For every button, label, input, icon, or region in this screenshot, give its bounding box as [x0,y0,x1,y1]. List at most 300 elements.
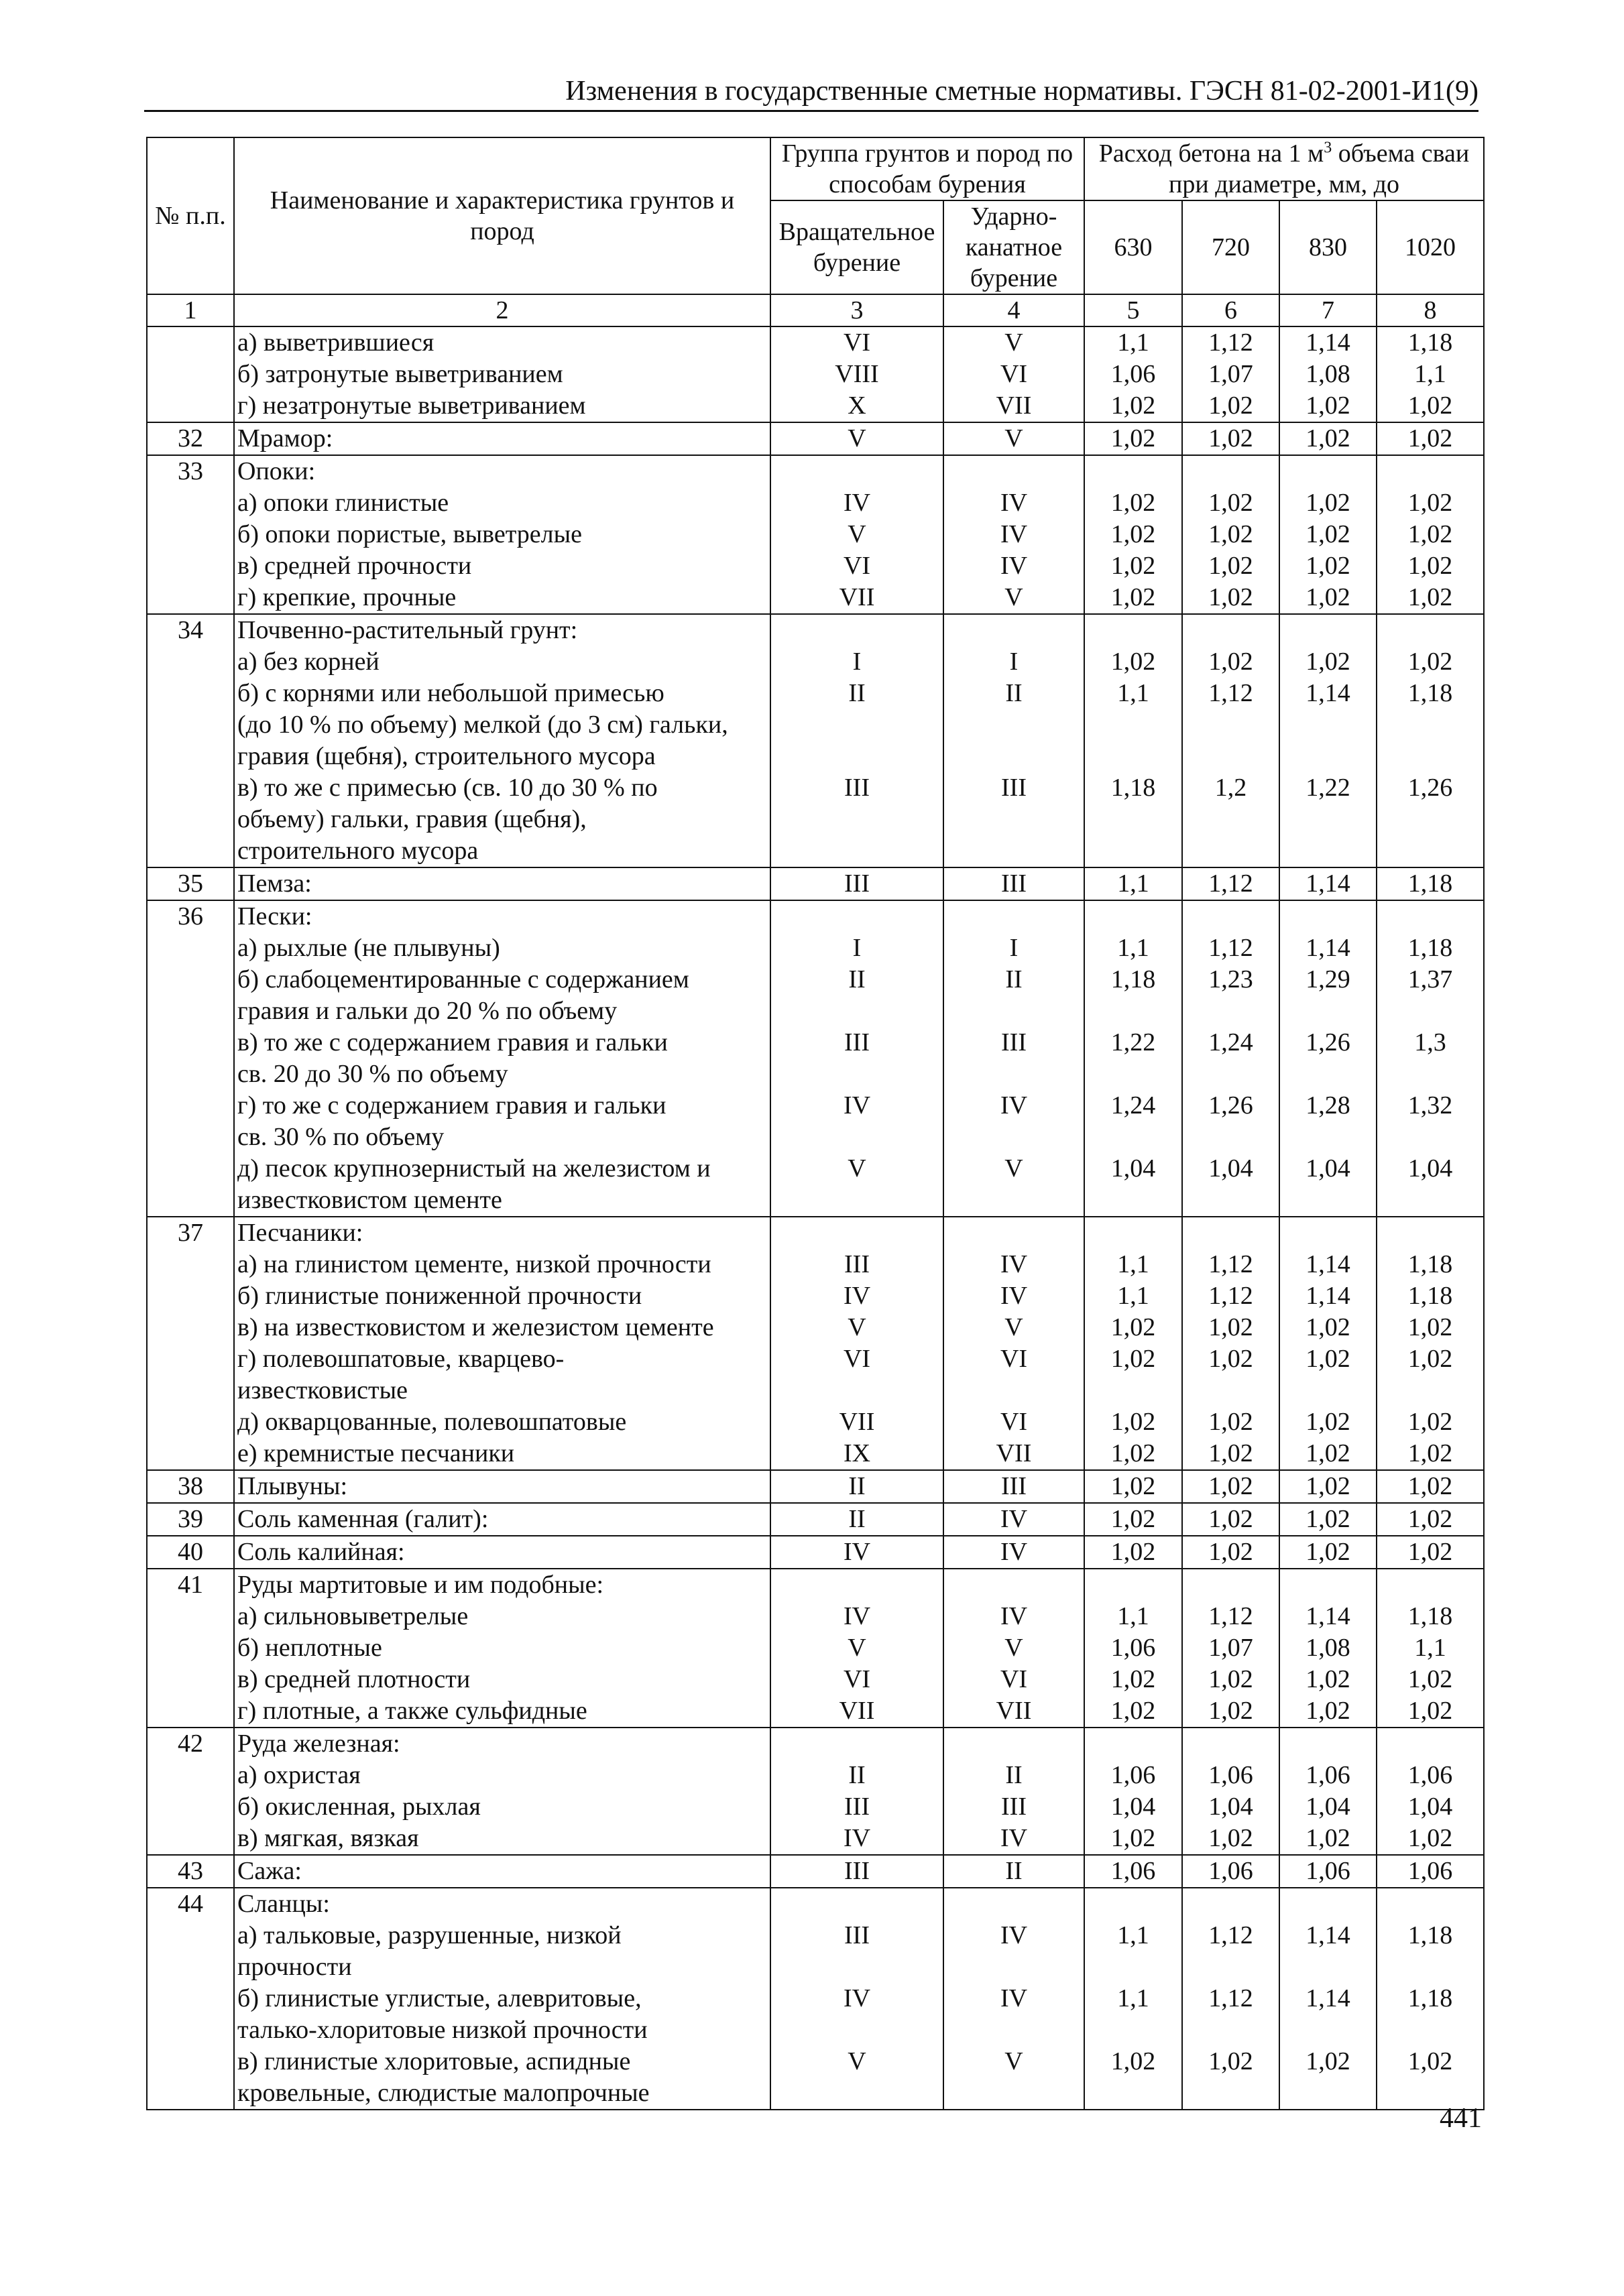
value-830: 1,14 [1279,1249,1377,1280]
col-header-no: № п.п. [147,137,234,294]
row-name: строительного мусора [234,835,770,867]
table-row [147,1406,1484,1438]
value-1020: 1,02 [1377,390,1484,422]
value-1020: 1,04 [1377,1791,1484,1823]
value-1020: 1,32 [1377,1090,1484,1122]
value-630: 1,02 [1084,1312,1182,1343]
value-1020: 1,02 [1377,1536,1484,1569]
value-630 [1084,2077,1182,2110]
row-name: Песчаники: [234,1217,770,1249]
row-name: б) опоки пористые, выветрелые [234,519,770,550]
value-830 [1279,1122,1377,1153]
value-830 [1279,614,1377,646]
row-number: 40 [147,1536,234,1569]
table-row [147,1983,1484,2014]
value-830 [1279,1888,1377,1920]
value-830: 1,14 [1279,678,1377,709]
row-number [147,804,234,835]
value-830: 1,14 [1279,326,1377,359]
value-830: 1,02 [1279,1343,1377,1375]
row-name: объему) гальки, гравия (щебня), [234,804,770,835]
percussive-group: III [943,867,1084,900]
rotary-group [770,1185,943,1217]
row-name: гравия и гальки до 20 % по объему [234,995,770,1027]
row-number [147,1375,234,1406]
percussive-group: V [943,1312,1084,1343]
table-row [147,964,1484,995]
table-row [147,1153,1484,1185]
value-630: 1,1 [1084,1249,1182,1280]
value-630 [1084,1569,1182,1601]
value-1020: 1,1 [1377,359,1484,390]
row-name: Сажа: [234,1855,770,1888]
percussive-group [943,1059,1084,1090]
value-720: 1,12 [1182,1920,1279,1951]
col-header-percussive: Ударно-канатное бурение [943,200,1084,294]
value-720 [1182,1185,1279,1217]
table-row [147,487,1484,519]
value-720 [1182,1122,1279,1153]
row-name: б) неплотные [234,1632,770,1664]
value-630: 1,1 [1084,326,1182,359]
row-name: а) рыхлые (не плывуны) [234,932,770,964]
value-720 [1182,900,1279,932]
value-720: 1,26 [1182,1090,1279,1122]
percussive-group [943,2014,1084,2046]
col-header-rotary: Вращательное бурение [770,200,943,294]
table-row [147,900,1484,932]
value-830 [1279,900,1377,932]
percussive-group: V [943,422,1084,455]
percussive-group: III [943,1470,1084,1503]
value-720: 1,12 [1182,326,1279,359]
rotary-group: VI [770,1664,943,1695]
rotary-group: II [770,1503,943,1536]
row-number [147,772,234,804]
value-830 [1279,1951,1377,1983]
row-number [147,932,234,964]
table-row [147,1888,1484,1920]
percussive-group: I [943,932,1084,964]
row-name: б) слабоцементированные с содержанием [234,964,770,995]
percussive-group: IV [943,1280,1084,1312]
row-name: в) средней прочности [234,550,770,582]
col-number: 2 [234,294,770,326]
rotary-group: II [770,1760,943,1791]
table-row [147,359,1484,390]
value-1020 [1377,1217,1484,1249]
value-830 [1279,2077,1377,2110]
table-row [147,1027,1484,1059]
row-name: в) мягкая, вязкая [234,1823,770,1855]
value-720: 1,24 [1182,1027,1279,1059]
row-number [147,2046,234,2077]
value-720: 1,02 [1182,1406,1279,1438]
value-630: 1,02 [1084,1823,1182,1855]
value-630: 1,1 [1084,1983,1182,2014]
rotary-group: V [770,519,943,550]
rotary-group [770,900,943,932]
value-830: 1,02 [1279,2046,1377,2077]
row-number [147,678,234,709]
percussive-group: IV [943,1536,1084,1569]
value-1020: 1,02 [1377,1695,1484,1728]
value-630: 1,02 [1084,582,1182,614]
rotary-group [770,709,943,741]
table-row [147,2014,1484,2046]
table-row [147,1601,1484,1632]
value-1020: 1,02 [1377,1343,1484,1375]
row-name: а) тальковые, разрушенные, низкой [234,1920,770,1951]
value-630 [1084,614,1182,646]
value-1020: 1,18 [1377,1249,1484,1280]
value-720 [1182,1217,1279,1249]
value-720: 1,12 [1182,932,1279,964]
row-name: св. 30 % по объему [234,1122,770,1153]
value-830 [1279,804,1377,835]
value-830: 1,02 [1279,550,1377,582]
value-720 [1182,1059,1279,1090]
row-number [147,1059,234,1090]
row-name: известковистые [234,1375,770,1406]
percussive-group [943,741,1084,772]
table-row [147,1569,1484,1601]
value-720: 1,12 [1182,1601,1279,1632]
value-630 [1084,804,1182,835]
value-630 [1084,1888,1182,1920]
value-720 [1182,2077,1279,2110]
value-1020 [1377,835,1484,867]
value-830: 1,02 [1279,422,1377,455]
rotary-group [770,1728,943,1760]
value-830 [1279,995,1377,1027]
value-720: 1,02 [1182,550,1279,582]
value-630: 1,1 [1084,1280,1182,1312]
percussive-group [943,1728,1084,1760]
row-number [147,964,234,995]
rotary-group: III [770,1920,943,1951]
rotary-group: IV [770,1280,943,1312]
percussive-group: V [943,582,1084,614]
col-number: 3 [770,294,943,326]
row-name: а) выветрившиеся [234,326,770,359]
rotary-group: VI [770,326,943,359]
row-number: 35 [147,867,234,900]
value-830 [1279,835,1377,867]
percussive-group: VI [943,1406,1084,1438]
value-630: 1,02 [1084,1470,1182,1503]
row-name: г) плотные, а также сульфидные [234,1695,770,1728]
value-720: 1,12 [1182,867,1279,900]
table-row [147,1438,1484,1470]
table-row [147,455,1484,487]
value-720 [1182,455,1279,487]
rotary-group [770,1059,943,1090]
value-1020: 1,37 [1377,964,1484,995]
col-number: 1 [147,294,234,326]
value-720: 1,02 [1182,519,1279,550]
value-830 [1279,1569,1377,1601]
value-720: 1,02 [1182,1503,1279,1536]
table-row [147,1217,1484,1249]
value-830: 1,02 [1279,1470,1377,1503]
value-720: 1,02 [1182,390,1279,422]
value-1020 [1377,1728,1484,1760]
table-row [147,1695,1484,1728]
row-name: в) то же с примесью (св. 10 до 30 % по [234,772,770,804]
row-number: 42 [147,1728,234,1760]
row-name: а) на глинистом цементе, низкой прочности [234,1249,770,1280]
table-row [147,1791,1484,1823]
value-830: 1,14 [1279,1280,1377,1312]
row-name: в) на известковистом и железистом цементе [234,1312,770,1343]
percussive-group: II [943,1855,1084,1888]
row-number [147,2014,234,2046]
value-830: 1,06 [1279,1760,1377,1791]
value-720 [1182,804,1279,835]
percussive-group: I [943,646,1084,678]
value-830 [1279,455,1377,487]
value-1020 [1377,1569,1484,1601]
value-630: 1,1 [1084,932,1182,964]
value-1020: 1,02 [1377,1470,1484,1503]
percussive-group: V [943,1153,1084,1185]
value-1020 [1377,2014,1484,2046]
row-name: Соль калийная: [234,1536,770,1569]
col-header-d630: 630 [1084,200,1182,294]
value-1020: 1,02 [1377,422,1484,455]
table-row [147,519,1484,550]
row-number: 38 [147,1470,234,1503]
value-720: 1,06 [1182,1855,1279,1888]
value-630: 1,02 [1084,519,1182,550]
row-name: Плывуны: [234,1470,770,1503]
value-630: 1,18 [1084,772,1182,804]
value-720 [1182,1569,1279,1601]
rotary-group [770,1122,943,1153]
row-number: 33 [147,455,234,487]
value-1020: 1,3 [1377,1027,1484,1059]
value-830: 1,02 [1279,1503,1377,1536]
row-number [147,326,234,359]
value-830: 1,02 [1279,1312,1377,1343]
rotary-group: VII [770,1695,943,1728]
rotary-group: III [770,1027,943,1059]
rotary-group: III [770,1855,943,1888]
row-number [147,1312,234,1343]
row-number [147,1632,234,1664]
value-720: 1,02 [1182,1823,1279,1855]
value-630 [1084,900,1182,932]
percussive-group: VII [943,390,1084,422]
rotary-group: II [770,964,943,995]
rotary-group: III [770,867,943,900]
row-name: е) кремнистые песчаники [234,1438,770,1470]
row-name: Мрамор: [234,422,770,455]
value-1020: 1,02 [1377,2046,1484,2077]
table-row [147,835,1484,867]
value-630 [1084,709,1182,741]
value-1020: 1,18 [1377,932,1484,964]
rotary-group [770,2077,943,2110]
value-630: 1,24 [1084,1090,1182,1122]
col-header-group: Группа грунтов и пород по способам бурения [770,137,1084,200]
row-number [147,2077,234,2110]
value-630: 1,02 [1084,1343,1182,1375]
percussive-group [943,1569,1084,1601]
row-name: Опоки: [234,455,770,487]
percussive-group: IV [943,550,1084,582]
row-number: 41 [147,1569,234,1601]
col-header-d830: 830 [1279,200,1377,294]
value-830: 1,06 [1279,1855,1377,1888]
percussive-group: VII [943,1438,1084,1470]
row-number [147,1664,234,1695]
table-row [147,772,1484,804]
percussive-group: VII [943,1695,1084,1728]
rotary-group: V [770,1312,943,1343]
row-name: а) опоки глинистые [234,487,770,519]
rotary-group [770,1888,943,1920]
value-1020 [1377,1375,1484,1406]
rotary-group: III [770,1249,943,1280]
value-830: 1,28 [1279,1090,1377,1122]
value-1020: 1,02 [1377,1312,1484,1343]
value-630: 1,02 [1084,646,1182,678]
rotary-group [770,741,943,772]
table-row [147,2077,1484,2110]
row-number [147,741,234,772]
rotary-group [770,455,943,487]
value-1020: 1,1 [1377,1632,1484,1664]
row-number: 37 [147,1217,234,1249]
value-830 [1279,1728,1377,1760]
value-1020: 1,04 [1377,1153,1484,1185]
value-830: 1,14 [1279,932,1377,964]
value-1020 [1377,1059,1484,1090]
row-number: 32 [147,422,234,455]
row-number [147,1027,234,1059]
value-720 [1182,2014,1279,2046]
rotary-group [770,804,943,835]
value-720: 1,12 [1182,1280,1279,1312]
row-number [147,1122,234,1153]
percussive-group: VI [943,1664,1084,1695]
value-630: 1,02 [1084,1438,1182,1470]
rotary-group [770,1375,943,1406]
value-630: 1,06 [1084,359,1182,390]
value-1020: 1,06 [1377,1760,1484,1791]
percussive-group: III [943,1791,1084,1823]
percussive-group: II [943,964,1084,995]
table-row [147,1343,1484,1375]
value-630: 1,1 [1084,867,1182,900]
table-row [147,550,1484,582]
row-number [147,1438,234,1470]
table-row [147,1664,1484,1695]
table-row [147,326,1484,359]
row-number [147,1920,234,1951]
percussive-group: IV [943,1983,1084,2014]
percussive-group [943,995,1084,1027]
value-630: 1,1 [1084,1601,1182,1632]
row-name: в) глинистые хлоритовые, аспидные [234,2046,770,2077]
row-name: Пемза: [234,867,770,900]
value-630: 1,02 [1084,390,1182,422]
table-row [147,804,1484,835]
value-630: 1,06 [1084,1760,1182,1791]
row-name: а) охристая [234,1760,770,1791]
rotary-group: III [770,772,943,804]
value-630 [1084,1217,1182,1249]
row-name: б) с корнями или небольшой примесью [234,678,770,709]
table-row [147,867,1484,900]
percussive-group [943,900,1084,932]
row-name: д) окварцованные, полевошпатовые [234,1406,770,1438]
value-720: 1,12 [1182,678,1279,709]
value-720 [1182,614,1279,646]
col-number: 5 [1084,294,1182,326]
value-720: 1,02 [1182,582,1279,614]
value-720: 1,02 [1182,1312,1279,1343]
value-630: 1,18 [1084,964,1182,995]
value-1020 [1377,1122,1484,1153]
percussive-group: IV [943,1920,1084,1951]
value-1020 [1377,1951,1484,1983]
value-630: 1,02 [1084,550,1182,582]
col-number: 7 [1279,294,1377,326]
value-1020: 1,02 [1377,1406,1484,1438]
rotary-group: I [770,932,943,964]
value-720 [1182,709,1279,741]
table-row [147,1855,1484,1888]
table-row [147,1059,1484,1090]
value-630 [1084,1185,1182,1217]
percussive-group: III [943,1027,1084,1059]
value-720: 1,12 [1182,1983,1279,2014]
row-number [147,1951,234,1983]
row-name: Руда железная: [234,1728,770,1760]
value-630: 1,02 [1084,1406,1182,1438]
value-1020 [1377,455,1484,487]
value-1020: 1,02 [1377,1503,1484,1536]
value-630 [1084,835,1182,867]
row-name: в) то же с содержанием гравия и гальки [234,1027,770,1059]
value-1020: 1,02 [1377,646,1484,678]
value-630: 1,04 [1084,1153,1182,1185]
rotary-group: III [770,1791,943,1823]
value-720: 1,07 [1182,1632,1279,1664]
row-name: прочности [234,1951,770,1983]
percussive-group [943,455,1084,487]
row-name: Сланцы: [234,1888,770,1920]
rotary-group [770,1569,943,1601]
value-630 [1084,2014,1182,2046]
rotary-group [770,995,943,1027]
value-1020: 1,18 [1377,1601,1484,1632]
rotary-group: IV [770,1601,943,1632]
value-720: 1,04 [1182,1153,1279,1185]
percussive-group [943,1217,1084,1249]
percussive-group: IV [943,1090,1084,1122]
value-1020 [1377,1888,1484,1920]
table-row [147,646,1484,678]
col-header-d720: 720 [1182,200,1279,294]
col-number: 6 [1182,294,1279,326]
table-row [147,1185,1484,1217]
value-830: 1,04 [1279,1791,1377,1823]
table-row [147,1536,1484,1569]
